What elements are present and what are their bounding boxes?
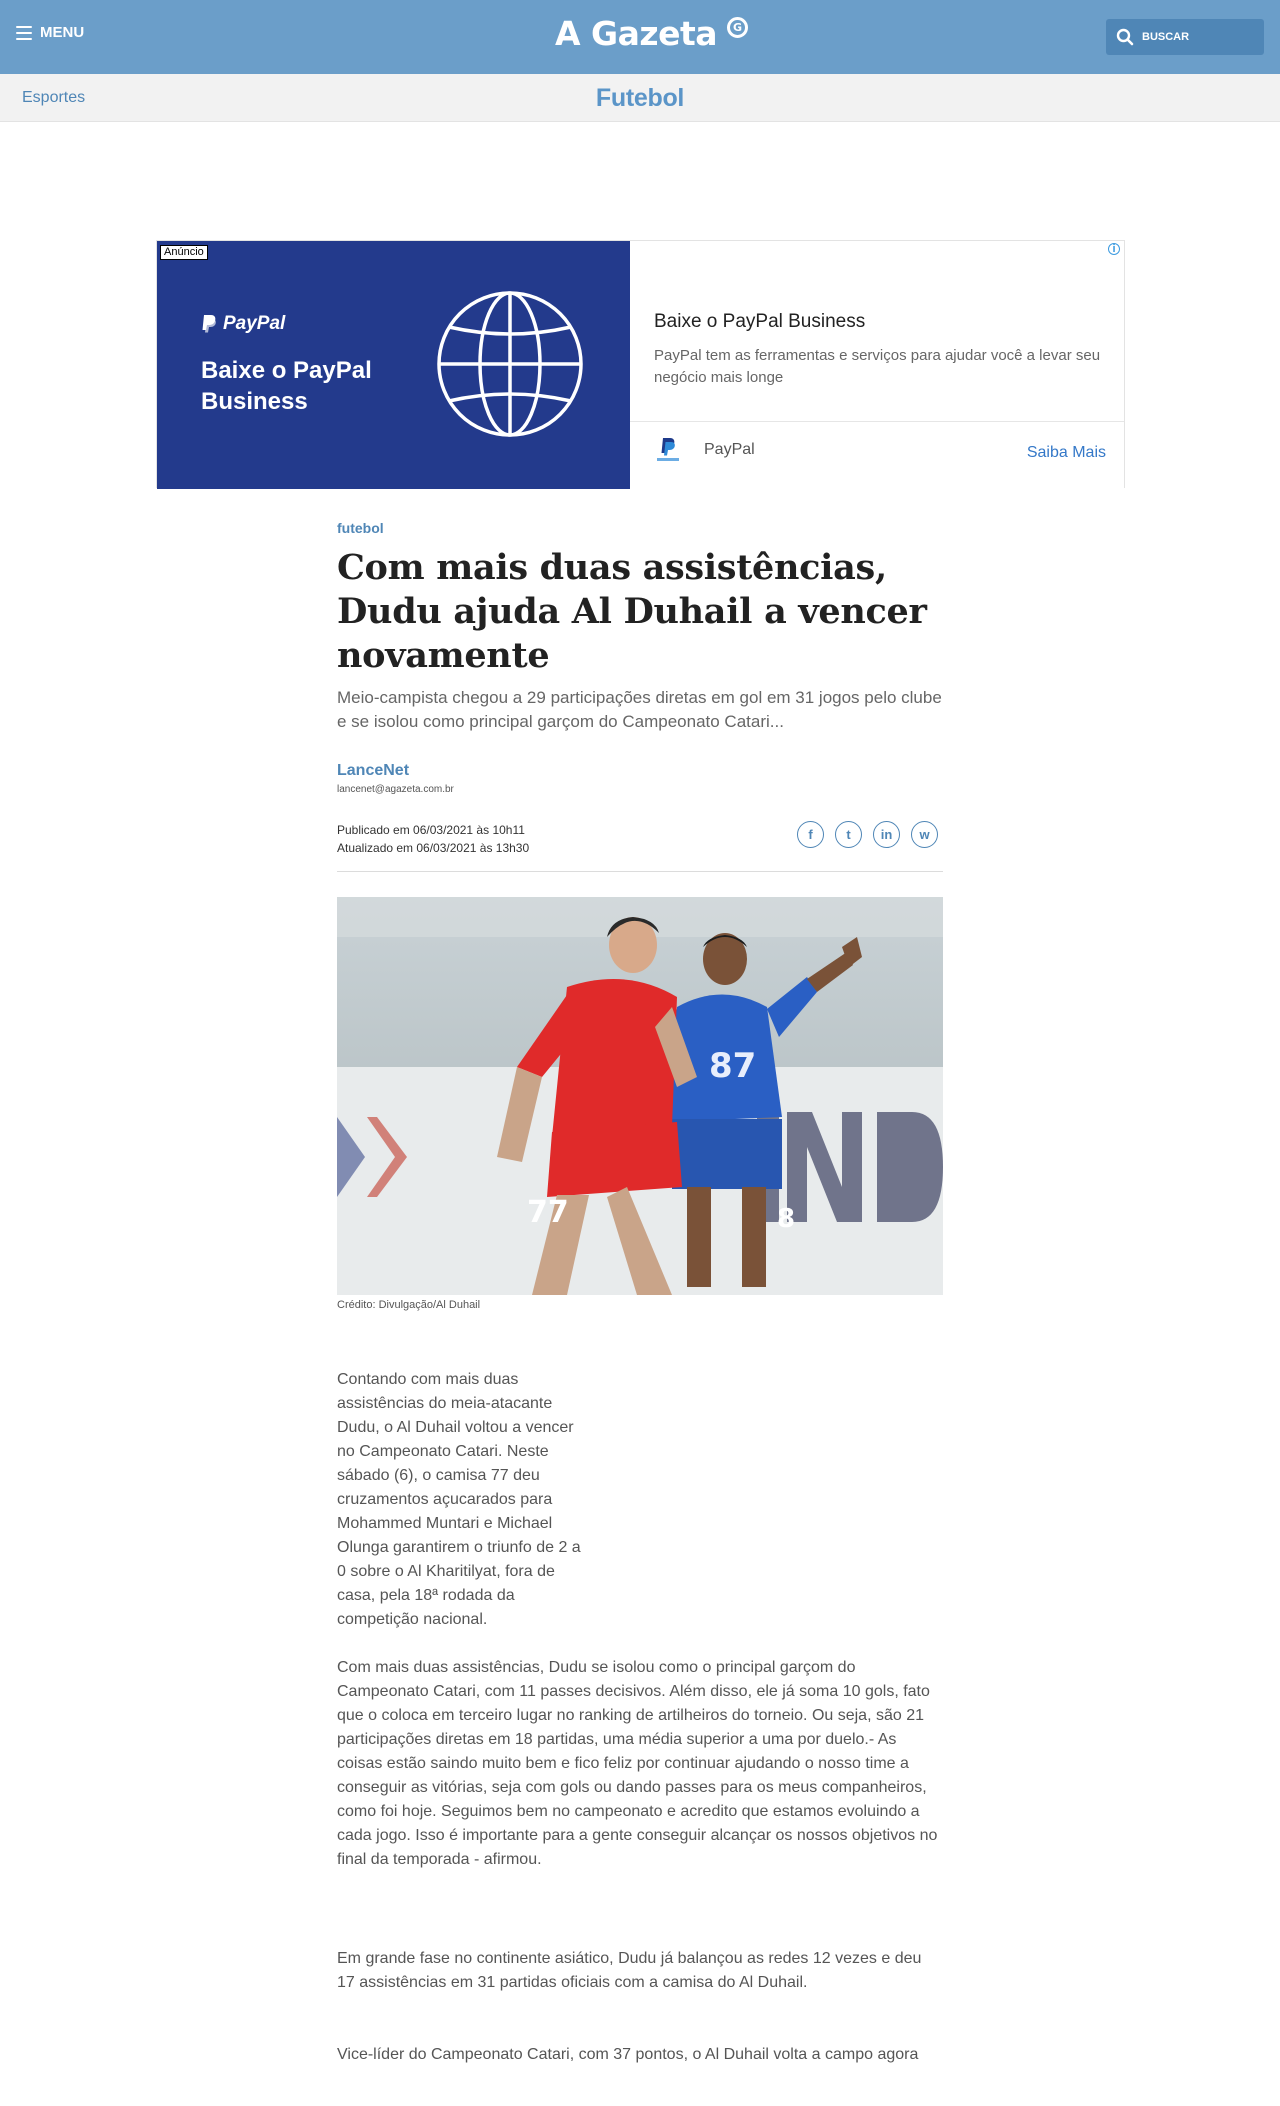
article-paragraph-4: Vice-líder do Campeonato Catari, com 37 pontos, o Al Duhail volta a campo agora bbox=[337, 2046, 919, 2063]
twitter-icon[interactable]: t bbox=[835, 821, 862, 848]
paypal-logo-icon bbox=[654, 436, 682, 464]
jersey-number-77: 77 bbox=[527, 1195, 569, 1230]
site-logo[interactable]: A Gazeta bbox=[555, 14, 718, 53]
ad-cta-link[interactable]: Saiba Mais bbox=[1026, 444, 1106, 461]
ad-label: Anúncio bbox=[160, 245, 208, 260]
article-headline: Com mais duas assistências, Dudu ajuda Al Duhail a vencer novamente bbox=[337, 547, 927, 676]
menu-button[interactable] bbox=[16, 24, 84, 41]
search-label: BUSCAR bbox=[1142, 31, 1190, 43]
article-paragraph-2: Com mais duas assistências, Dudu se isolou como o principal garçom do Campeonato Catari, com 11 passes decisivos. Além disso, ele já soma 10 gols, fato que o coloca em terceiro lugar no ranking de artilheiros do torneio. Ou seja, são 21 participações diretas em 18 partidas, uma média superior a uma por duelo.- As coisas estão saindo muito bem e fico feliz por continuar ajudando o nosso time a conseguir as vitórias, seja com gols ou dando passes para os meus companheiros, como foi hoje. Seguimos bem no campeonato e acredito que estamos evoluindo a cada jogo. Isso é importante para a gente conseguir alcançar os nossos objetivos no final da temporada - afirmou. bbox=[337, 1659, 938, 1868]
section-title: Futebol bbox=[595, 84, 685, 112]
section-nav bbox=[0, 74, 1280, 122]
hamburger-icon bbox=[16, 26, 32, 40]
ad-brand bbox=[201, 313, 285, 335]
author-email: lancenet@agazeta.com.br bbox=[337, 784, 454, 795]
breadcrumb-esportes[interactable]: Esportes bbox=[22, 89, 86, 106]
updated-date: Atualizado em 06/03/2021 às 13h30 bbox=[337, 841, 530, 855]
ad-advertiser bbox=[654, 436, 755, 464]
ad-title[interactable]: Baixe o PayPal Business bbox=[654, 311, 866, 332]
article-category[interactable]: futebol bbox=[337, 520, 384, 536]
advertisement[interactable] bbox=[156, 240, 1125, 488]
ad-advertiser-name: PayPal bbox=[704, 441, 755, 458]
shorts-number-8: 8 bbox=[777, 1204, 796, 1234]
article-paragraph-1: Contando com mais duas assistências do meia-atacante Dudu, o Al Duhail voltou a vencer no Campeonato Catari. Neste sábado (6), o camisa 77 deu cruzamentos açucarados para Mohammed Muntari e Michael Olunga garantirem o triunfo de 2 a 0 sobre o Al Kharitilyat, fora de casa, pela 18ª rodada da competição nacional. bbox=[337, 1371, 581, 1628]
ad-headline-line1: Baixe o PayPal bbox=[201, 357, 372, 384]
search-icon bbox=[1116, 28, 1134, 46]
ad-text-panel[interactable] bbox=[630, 241, 1124, 489]
ad-visual-panel[interactable] bbox=[157, 241, 630, 489]
ad-description: PayPal tem as ferramentas e serviços para ajudar você a levar seu negócio mais longe bbox=[654, 347, 1101, 386]
ad-headline-line2: Business bbox=[201, 388, 308, 415]
football-match-image bbox=[337, 897, 943, 1295]
photo-caption: Crédito: Divulgação/Al Duhail bbox=[337, 1299, 481, 1311]
jersey-number-87: 87 bbox=[709, 1046, 757, 1086]
article-photo[interactable] bbox=[337, 897, 943, 1295]
linkedin-icon[interactable]: in bbox=[873, 821, 900, 848]
ad-visual-headline bbox=[201, 355, 372, 417]
logo-mark-icon: G bbox=[727, 17, 748, 38]
author-name[interactable]: LanceNet bbox=[337, 762, 410, 779]
globe-icon bbox=[435, 289, 585, 439]
top-header bbox=[0, 0, 1280, 74]
ad-brand-name: PayPal bbox=[223, 313, 286, 334]
meta-divider bbox=[337, 871, 943, 872]
search-box[interactable] bbox=[1106, 19, 1264, 55]
whatsapp-icon[interactable]: w bbox=[911, 821, 938, 848]
menu-label: MENU bbox=[40, 24, 85, 41]
article-meta bbox=[337, 821, 943, 861]
paypal-logo-icon bbox=[201, 314, 217, 334]
ad-info-icon[interactable]: i bbox=[1108, 243, 1120, 255]
ad-divider bbox=[630, 421, 1124, 422]
published-date: Publicado em 06/03/2021 às 10h11 bbox=[337, 823, 525, 837]
article-paragraph-3: Em grande fase no continente asiático, Dudu já balançou as redes 12 vezes e deu 17 assistências em 31 partidas oficiais com a camisa do Al Duhail. bbox=[337, 1950, 922, 1991]
facebook-icon[interactable]: f bbox=[797, 821, 824, 848]
share-buttons bbox=[797, 821, 938, 848]
article bbox=[337, 520, 943, 1311]
article-subtitle: Meio-campista chegou a 29 participações diretas em gol em 31 jogos pelo clube e se isolou como principal garçom do Campeonato Catari... bbox=[337, 688, 942, 731]
